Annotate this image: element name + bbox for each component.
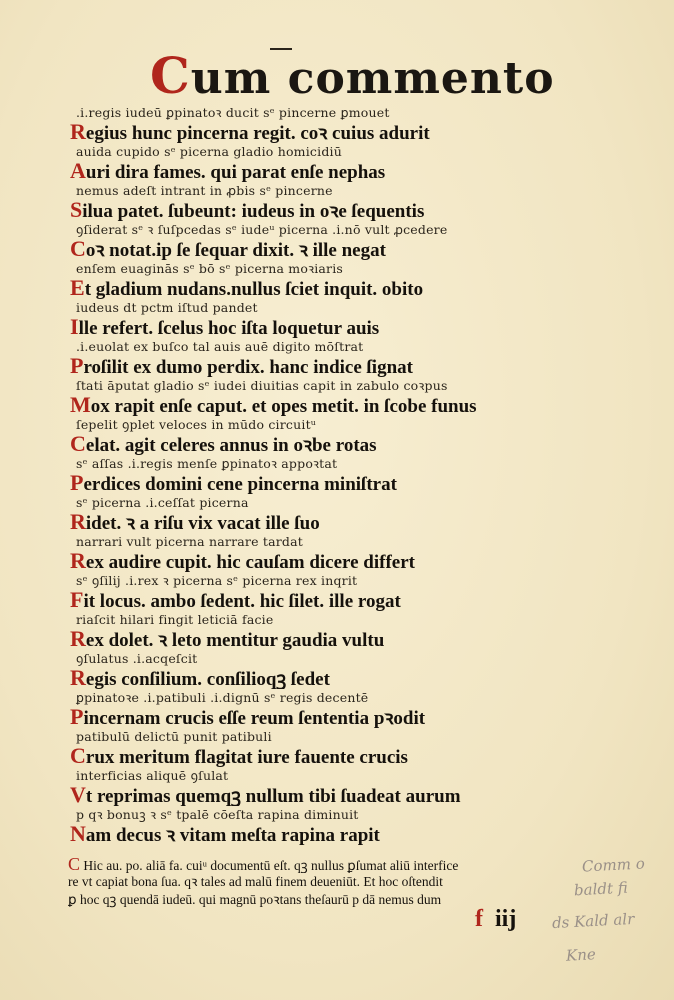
gloss-line — [70, 650, 510, 667]
verse-line — [70, 433, 510, 455]
gloss-line — [70, 572, 510, 589]
verse-text: am decus ꝛ vitam meſta rapina rapit — [85, 825, 380, 845]
verse-line — [70, 823, 510, 845]
verse-text: incernam crucis eſſe reum ſententia pꝛodit — [83, 708, 426, 728]
verse-line — [70, 550, 510, 572]
verse-initial: P — [70, 472, 84, 494]
gloss-line — [70, 806, 510, 823]
gloss-line — [70, 338, 510, 355]
verse-text: egius hunc pincerna regit. coꝛ cuius adurit — [85, 123, 430, 143]
margin-note-2: baldt fi — [573, 878, 629, 900]
verse-text: ex audire cupit. hic cauſam dicere differt — [85, 552, 415, 572]
verse-line — [70, 277, 510, 299]
commentary-text: Hic au. po. aliā fa. cuiᵘ documentū eſt. qꝫ nullus ꝑſumat aliū interfice — [80, 858, 459, 873]
verse-text: uri dira fames. qui parat enſe nephas — [85, 162, 386, 182]
verse-initial: R — [70, 667, 86, 689]
gloss-text: iudeus dt pctm iſtud pandet — [76, 300, 258, 315]
verse-text: elat. agit celeres annus in oꝛbe rotas — [85, 435, 377, 455]
page-heading — [150, 46, 555, 105]
verse-initial: P — [70, 355, 84, 377]
verse-initial: R — [70, 628, 86, 650]
gloss-text: ſepelit ꝯplet veloces in mūdo circuitᵘ — [76, 417, 316, 432]
verse-line — [70, 316, 510, 338]
verse-line — [70, 355, 510, 377]
gloss-line — [70, 377, 510, 394]
verse-initial: E — [70, 277, 85, 299]
verse-body — [70, 104, 510, 845]
gloss-text: ꝯſiderat sᵉ ꝛ ſuſpcedas sᵉ iudeᵘ picerna .i.nō vult ꝓcedere — [76, 222, 448, 237]
verse-line — [70, 121, 510, 143]
verse-initial: P — [70, 706, 84, 728]
verse-line — [70, 394, 510, 416]
gloss-line — [70, 221, 510, 238]
verse-initial: I — [70, 316, 79, 338]
verse-line — [70, 472, 510, 494]
heading-text: um commento — [190, 53, 555, 104]
signature-letter: f — [475, 906, 483, 932]
verse-initial: N — [70, 823, 86, 845]
gloss-text: auida cupido sᵉ picerna gladio homicidiū — [76, 144, 342, 159]
verse-text: it locus. ambo ſedent. hic ſilet. ille rogat — [83, 591, 401, 611]
gloss-text: p qꝛ bonuꝫ ꝛ sᵉ tpalē cōeſta rapina diminuit — [76, 807, 359, 822]
signature-mark — [475, 906, 516, 933]
gloss-text: narrari vult picerna narrare tardat — [76, 534, 303, 549]
verse-line — [70, 784, 510, 806]
signature-number: iij — [495, 906, 517, 932]
verse-line — [70, 667, 510, 689]
verse-initial: S — [70, 199, 83, 221]
gloss-text: riaſcit hilari fingit leticiā facie — [76, 612, 274, 627]
commentary-block — [68, 855, 558, 909]
verse-text: rux meritum flagitat iure fauente crucis — [85, 747, 408, 767]
verse-line — [70, 199, 510, 221]
commentary-line — [68, 873, 558, 891]
verse-text: t reprimas quemqꝫ nullum tibi ſuadeat aurum — [85, 786, 461, 806]
gloss-line — [70, 728, 510, 745]
verse-line — [70, 238, 510, 260]
verse-initial: V — [70, 784, 86, 806]
gloss-text: sᵉ ꝯſilij .i.rex ꝛ picerna sᵉ picerna rex inqrit — [76, 573, 358, 588]
gloss-line — [70, 455, 510, 472]
verse-initial: R — [70, 511, 86, 533]
verse-text: roſilit ex dumo perdix. hanc indice ſignat — [83, 357, 413, 377]
gloss-text: ſtati āputat gladio sᵉ iudei diuitias capit in zabulo coꝛpus — [76, 378, 448, 393]
gloss-text: nemus adeſt intrant in ꝓbis sᵉ pincerne — [76, 183, 333, 198]
gloss-line — [70, 104, 510, 121]
verse-initial: C — [70, 433, 86, 455]
gloss-text: ꝯſulatus .i.acqeſcit — [76, 651, 198, 666]
gloss-line — [70, 182, 510, 199]
verse-text: t gladium nudans.nullus ſciet inquit. obito — [84, 279, 424, 299]
verse-initial: R — [70, 121, 86, 143]
gloss-line — [70, 611, 510, 628]
gloss-line — [70, 494, 510, 511]
verse-text: ox rapit enſe caput. et opes metit. in ſcobe funus — [90, 396, 477, 416]
gloss-text: .i.regis iudeū ꝑpinatoꝛ ducit sᵉ pincerne ꝑmouet — [76, 105, 390, 120]
gloss-text: patibulū delictū punit patibuli — [76, 729, 272, 744]
verse-initial: F — [70, 589, 84, 611]
margin-note-4: Kne — [565, 945, 597, 965]
verse-text: erdices domini cene pincerna miniſtrat — [83, 474, 397, 494]
gloss-text: ꝑpinatoꝛe .i.patibuli .i.dignū sᵉ regis decentē — [76, 690, 369, 705]
gloss-line — [70, 767, 510, 784]
gloss-text: sᵉ aſſas .i.regis menſe ꝑpinatoꝛ appoꝛtat — [76, 456, 338, 471]
verse-text: ilua patet. ſubeunt: iudeus in oꝛe ſequentis — [82, 201, 425, 221]
commentary-line — [68, 855, 558, 873]
verse-initial: A — [70, 160, 86, 182]
margin-note-1: Comm o — [581, 854, 646, 876]
gloss-text: .i.euolat ex buſco tal auis auē digito mōſtrat — [76, 339, 364, 354]
gloss-line — [70, 689, 510, 706]
verse-text: ex dolet. ꝛ leto mentitur gaudia vultu — [85, 630, 385, 650]
verse-line — [70, 589, 510, 611]
margin-note-3: ds Kald alr — [551, 909, 635, 933]
commentary-text: re vt capiat bona ſua. qꝛ tales ad malū finem deueniūt. Et hoc oſtendit — [68, 874, 443, 889]
gloss-line — [70, 533, 510, 550]
heading-initial: C — [150, 46, 191, 105]
verse-text: oꝛ notat.ip ſe ſequar dixit. ꝛ ille negat — [85, 240, 386, 260]
verse-initial: C — [70, 238, 86, 260]
verse-line — [70, 628, 510, 650]
gloss-text: sᵉ picerna .i.ceſſat picerna — [76, 495, 249, 510]
verse-line — [70, 745, 510, 767]
commentary-initial: C — [68, 855, 81, 873]
gloss-text: interficias aliquē ꝯſulat — [76, 768, 229, 783]
verse-text: egis conſilium. conſilioqꝫ ſedet — [85, 669, 330, 689]
verse-initial: C — [70, 745, 86, 767]
gloss-line — [70, 260, 510, 277]
verse-line — [70, 511, 510, 533]
verse-initial: M — [70, 394, 91, 416]
gloss-line — [70, 299, 510, 316]
verse-initial: R — [70, 550, 86, 572]
commentary-text: ꝑ hoc qꝫ quendā iudeū. qui magnū poꝛtans theſaurū p dā nemus dum — [68, 892, 442, 907]
verse-text: lle refert. ſcelus hoc iſta loquetur auis — [78, 318, 380, 338]
verse-line — [70, 706, 510, 728]
verse-text: idet. ꝛ a riſu vix vacat ille ſuo — [85, 513, 320, 533]
gloss-text: enſem euaginās sᵉ bō sᵉ picerna moꝛiaris — [76, 261, 344, 276]
verse-line — [70, 160, 510, 182]
gloss-line — [70, 416, 510, 433]
gloss-line — [70, 143, 510, 160]
